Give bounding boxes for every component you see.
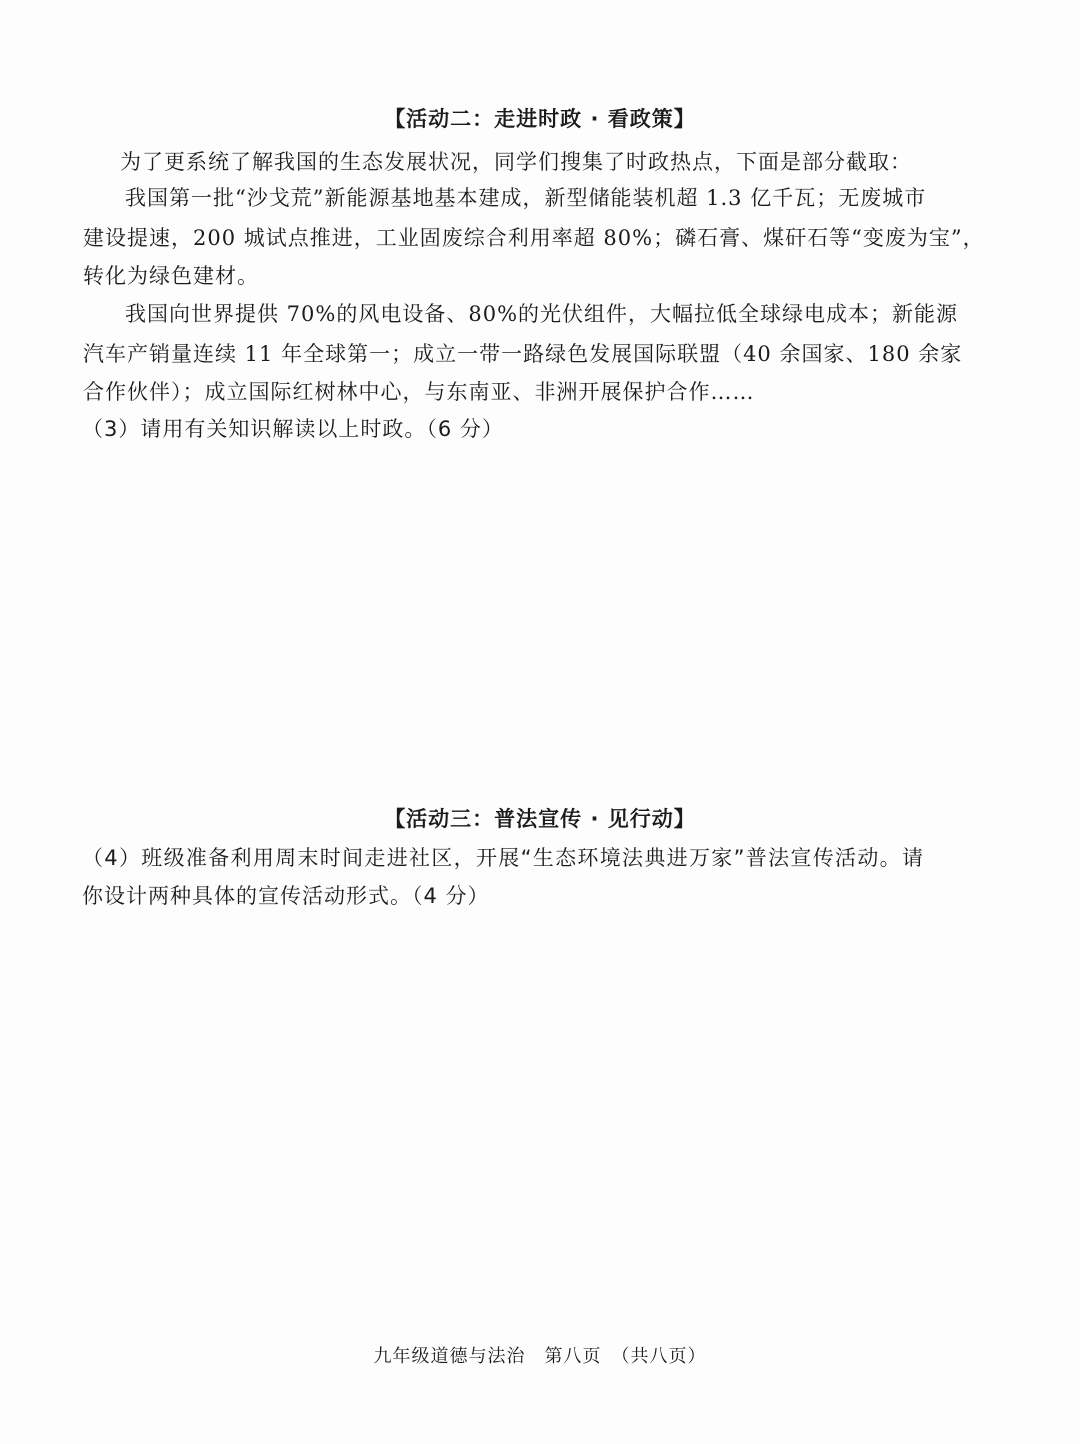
news-para1-line2: 建设提速，200 城试点推进，工业固废综合利用率超 80%；磷石膏、煤矸石等“变废为宝”， <box>83 226 985 250</box>
activity-two-heading: 【活动二：走进时政 · 看政策】 <box>384 107 696 131</box>
activity-three-heading: 【活动三：普法宣传 · 见行动】 <box>384 807 696 831</box>
intro-paragraph: 为了更系统了解我国的生态发展状况，同学们搜集了时政热点，下面是部分截取： <box>120 150 912 174</box>
news-para2-line2: 汽车产销量连续 11 年全球第一；成立一带一路绿色发展国际联盟（40 余国家、180 余家 <box>83 342 963 366</box>
news-para1-line3: 转化为绿色建材。 <box>83 264 259 288</box>
news-para1-line1: 我国第一批“沙戈荒”新能源基地基本建成，新型储能装机超 1.3 亿千瓦；无废城市 <box>125 186 927 210</box>
question-4-line2: 你设计两种具体的宣传活动形式。（4 分） <box>82 884 490 908</box>
question-3: （3）请用有关知识解读以上时政。（6 分） <box>82 417 504 441</box>
page-footer: 九年级道德与法治 第八页 （共八页） <box>373 1346 707 1367</box>
question-4-line1: （4）班级准备利用周末时间走进社区，开展“生态环境法典进万家”普法宣传活动。请 <box>82 846 924 870</box>
news-para2-line3: 合作伙伴）；成立国际红树林中心，与东南亚、非洲开展保护合作…… <box>83 380 755 404</box>
news-para2-line1: 我国向世界提供 70%的风电设备、80%的光伏组件，大幅拉低全球绿电成本；新能源 <box>125 302 959 326</box>
